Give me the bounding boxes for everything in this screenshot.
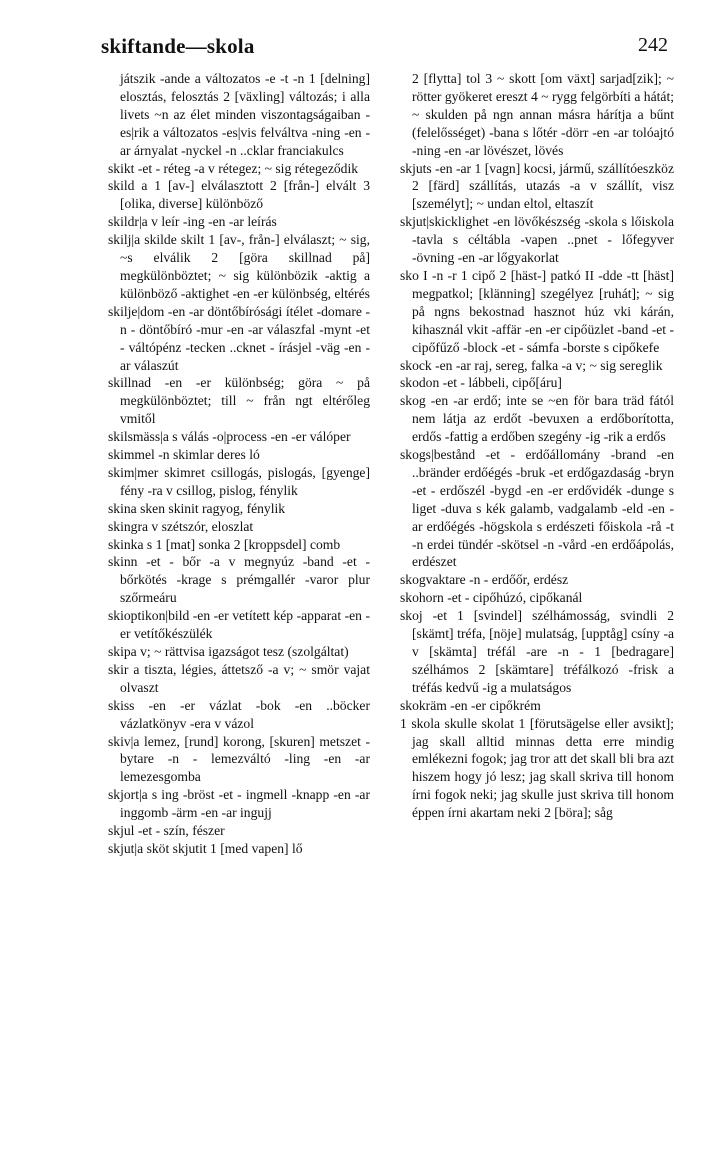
dictionary-entry: skingra v szétszór, eloszlat — [108, 518, 254, 534]
dictionary-entry: sko I -n -r 1 cipő 2 [häst-] patkó II -dde -tt [häst] megpatkol; [klänning] szegélyez [ruhát]; ~ sig på ngns bekostnad hasznot húz vki kárán, kihasznál vkit -affär -en -er cipőüzlet -band -et - cipőfűző -block -et - sámfa -borste s cipőkefe — [400, 267, 674, 355]
dictionary-entry: skjort|a s ing -bröst -et - ingmell -knapp -en -ar inggomb -ärm -en -ar ingujj — [108, 787, 370, 821]
dictionary-entry: játszik -ande a változatos -e -t -n 1 [delning] elosztás, felosztás 2 [växling] változás; i alla livets ~n az élet minden viszontagságaiban -es|rik a változatos -es|vis felváltva -ning -en -ar árnyalat -nyckel -n ..cklar franciakulcs — [120, 71, 370, 158]
dictionary-entry: 1 skola skulle skolat 1 [förutsägelse eller avsikt]; jag skall alltid minnas detta erre mindig emlékezni fogok; jag tror att det skall bli bra azt hiszem hogy jó lesz; jag skall skriva till honom írni fogok neki; jag skulle just skriva till honom éppen írni akartam neki 2 [böra]; såg — [400, 715, 674, 821]
dictionary-entry: skiss -en -er vázlat -bok -en ..böcker vázlatkönyv -era v vázol — [108, 697, 370, 731]
dictionary-entry: skioptikon|bild -en -er vetített kép -apparat -en -er vetítőkészülék — [108, 608, 370, 642]
dictionary-entry: skogvaktare -n - erdőőr, erdész — [400, 572, 569, 588]
dictionary-entry: skinka s 1 [mat] sonka 2 [kroppsdel] comb — [108, 536, 341, 552]
page-number: 242 — [638, 34, 668, 56]
dictionary-entry: skjuts -en -ar 1 [vagn] kocsi, jármű, szállítóeszköz 2 [färd] szállítás, utazás -a v szállít, visz [személyt]; ~ undan eltol, eltaszít — [400, 160, 674, 212]
right-column — [400, 70, 674, 822]
dictionary-entry: skilj|a skilde skilt 1 [av-, från-] elválaszt; ~ sig, ~s elválik 2 [göra skillnad på] megkülönböztet; ~ sig különbözik -aktig a különböző -aktighet -en -er különbség, eltérés — [108, 232, 370, 301]
dictionary-entry: skir a tiszta, légies, áttetsző -a v; ~ smör vajat olvaszt — [108, 661, 370, 695]
dictionary-entry: skock -en -ar raj, sereg, falka -a v; ~ sig sereglik — [400, 357, 663, 373]
dictionary-entry: skjul -et - szín, fészer — [108, 823, 225, 839]
dictionary-entry: skog -en -ar erdő; inte se ~en för bara träd fától nem látja az erdőt -bevuxen a erdőborította, erdős -fattig a erdőben szegény -ig -rik a erdős — [400, 393, 674, 445]
dictionary-entry: skjut|a sköt skjutit 1 [med vapen] lő — [108, 840, 303, 856]
dictionary-entry: skild a 1 [av-] elválasztott 2 [från-] elvált 3 [olika, diverse] különböző — [108, 178, 370, 212]
dictionary-entry: skjut|skicklighet -en lövőkészség -skola s lőiskola -tavla s céltábla -vapen ..pnet - lőfegyver -övning -en -ar lőgyakorlat — [400, 214, 674, 266]
dictionary-entry: skilsmäss|a s válás -o|process -en -er válóper — [108, 429, 351, 445]
dictionary-entry: skohorn -et - cipőhúzó, cipőkanál — [400, 590, 583, 606]
dictionary-entry: skodon -et - lábbeli, cipő[áru] — [400, 375, 562, 391]
dictionary-entry: skiv|a lemez, [rund] korong, [skuren] metszet -bytare -n - lemezváltó -ling -en -ar lemezesgomba — [108, 733, 370, 785]
dictionary-entry: skoj -et 1 [svindel] szélhámosság, svindli 2 [skämt] tréfa, [nöje] mulatság, [upptåg] csíny -a v [skämta] tréfál -are -n - 1 [bedragare] szélhámos 2 [skämtare] tréfálkozó -frisk a tréfás kedvű -ig a mulatságos — [400, 608, 674, 695]
left-column — [108, 70, 370, 858]
dictionary-entry: skilje|dom -en -ar döntőbírósági ítélet -domare -n - döntőbíró -mur -en -ar válaszfal -mynt -et - váltópénz -tecken ..cknet - írásjel -väg -en -ar válaszút — [108, 303, 370, 373]
dictionary-entry: skina sken skinit ragyog, fénylik — [108, 500, 286, 516]
dictionary-entry: skinn -et - bőr -a v megnyúz -band -et - bőrkötés -krage s prémgallér -varor plur szőrmeáru — [108, 554, 370, 606]
dictionary-entry: skildr|a v leír -ing -en -ar leírás — [108, 214, 277, 230]
running-head: skiftande—skola — [101, 34, 255, 58]
dictionary-entry: skogs|bestånd -et - erdőállomány -brand -en ..bränder erdőégés -bruk -et erdőgazdaság -bryn -et - erdőszél -bygd -en -er erdővidék -dunge s liget -duva s kék galamb, vadgalamb -eld -en -ar erdőégés -högskola s erdészeti főiskola -rå -t -n erdei tündér -skötsel -n -vård -en erdőápolás, erdészet — [400, 447, 674, 570]
page-header — [101, 30, 668, 64]
dictionary-entry: 2 [flytta] tol 3 ~ skott [om växt] sarjad[zik]; ~ rötter gyökeret ereszt 4 ~ rygg felgörbíti a hátát; ~ skulden på ngn annan másra hárítja a bűnt (felelősséget) -bana s lőtér -dörr -en -ar tolóajtó -ning -en -ar lövészet, lövés — [412, 71, 674, 158]
dictionary-entry: skimmel -n skimlar deres ló — [108, 447, 260, 463]
dictionary-entry: skipa v; ~ rättvisa igazságot tesz (szolgáltat) — [108, 644, 349, 659]
dictionary-entry: skikt -et - réteg -a v rétegez; ~ sig rétegeződik — [108, 160, 359, 176]
dictionary-entry: skillnad -en -er különbség; göra ~ på megkülönböztet; till ~ från ngt eltérőleg vmitől — [108, 375, 370, 427]
dictionary-entry: skokräm -en -er cipőkrém — [400, 697, 541, 713]
dictionary-entry: skim|mer skimret csillogás, pislogás, [gyenge] fény -ra v csillog, pislog, fénylik — [108, 464, 370, 498]
